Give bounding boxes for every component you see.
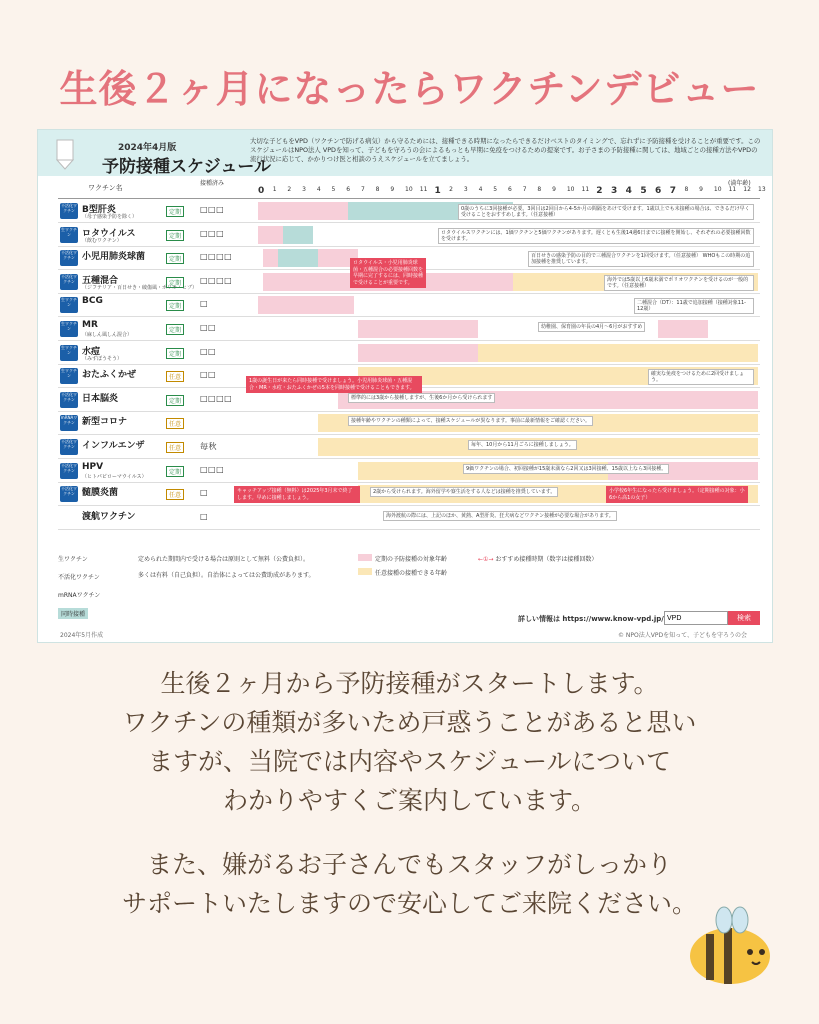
vaccine-row: [58, 318, 760, 341]
vaccine-name: BCG: [82, 296, 103, 307]
legend: 生ワクチン 不活化ワクチン mRNAワクチン 同時接種 定められた期間内で受ける場合は原則として無料（公費負担）。 多くは有料（自己負担）。自治体によっては公費助成があります。 定期の予防接種の対象年齢 任意接種の接種できる年齢 ←①→ おすすめ接種時期（数字は接種回数）: [58, 556, 598, 618]
dose-checkboxes[interactable]: □: [200, 299, 209, 309]
vaccine-name: ロタウイルス: [82, 228, 136, 239]
vaccine-row: [58, 436, 760, 459]
vaccine-type-badge: 生ワクチン: [60, 321, 78, 337]
age-zone: [658, 320, 708, 338]
vaccine-subname: （飲むワクチン）: [82, 237, 122, 244]
schedule-note: 二種混合（DT）：11歳で追加接種（接種対象11-12歳）: [634, 298, 754, 314]
schedule-note: 百日せきの感染予防の目的で三種混合ワクチンを1回受けます。（任意接種） WHOもこの時期の追加接種を推奨しています。: [528, 251, 754, 267]
age-zone: [358, 344, 478, 362]
vaccine-name: 新型コロナ: [82, 417, 128, 428]
vaccine-category: 定期: [166, 466, 184, 477]
schedule-note: ロタウイルスワクチンには、1価ワクチンと5価ワクチンがあります。遅くとも生後14週6日までに接種を開始し、それぞれの必要接種回数を受けます。: [438, 228, 754, 244]
search-input[interactable]: [664, 611, 728, 625]
vaccine-row: [58, 224, 760, 247]
schedule-note: 海外では5歳以上6歳未満でポリオワクチンを受けるのが一般的です。（任意接種）: [604, 275, 754, 291]
age-tick: 10: [713, 186, 722, 193]
age-zone: [283, 226, 313, 244]
age-tick: 7: [360, 186, 365, 193]
vaccine-row: [58, 412, 760, 435]
schedule-note: 海外渡航の際には、上記のほか、黄熱、A型肝炎、狂犬病などワクチン接種が必要な場合があります。: [383, 511, 617, 521]
age-tick: 6: [508, 186, 512, 193]
schedule-note: 2歳から受けられます。海外留学や寮生活をする人などは接種を推奨しています。: [370, 487, 558, 497]
dose-checkboxes[interactable]: □: [200, 488, 209, 498]
vaccine-category: 任意: [166, 489, 184, 500]
age-tick: 9: [699, 186, 703, 193]
vaccine-type-badge: 不活化ワクチン: [60, 274, 78, 290]
legend-pink: 定期の予防接種の対象年齢: [375, 556, 448, 563]
vaccine-name: おたふくかぜ: [82, 370, 137, 381]
legend-arrow: おすすめ接種時期（数字は接種回数）: [495, 556, 598, 563]
legend-mrna: mRNAワクチン: [58, 592, 101, 599]
vaccine-category: 定期: [166, 300, 184, 311]
vaccine-subname: （麻しん風しん混合）: [82, 332, 133, 338]
schedule-note: 幼稚園、保育園の年長の4月〜6月がおすすめ: [538, 322, 645, 332]
legend-nini: 多くは有料（自己負担）。自治体によっては公費助成があります。: [138, 572, 315, 579]
vaccine-type-badge: 生ワクチン: [60, 345, 78, 361]
body-paragraph-1: [0, 664, 819, 820]
schedule-note: 標準的には3歳から接種しますが、生後6か月から受けられます: [348, 393, 495, 403]
vaccination-schedule: [37, 129, 773, 643]
age-tick: 10: [566, 186, 575, 193]
dose-checkboxes[interactable]: □□□□: [200, 393, 233, 403]
vaccine-category: 任意: [166, 418, 184, 429]
vaccine-type-badge: 生ワクチン: [60, 297, 78, 313]
schedule-note: 毎年、10月から11月ごろに接種しましょう。: [468, 440, 577, 450]
age-zone: [258, 296, 354, 314]
dose-checkboxes[interactable]: □□□: [200, 464, 225, 474]
bee-icon: [684, 906, 776, 986]
schedule-header: [38, 130, 772, 176]
legend-simultaneous: 同時接種: [61, 611, 86, 618]
note-hpv-catchup: キャッチアップ接種（無料）は2025年3月末で終了します。早めに接種しましょう。: [234, 486, 360, 503]
age-tick: 1: [272, 186, 277, 193]
vaccine-category: 定期: [166, 206, 184, 217]
note-hpv-grade6: 小学校6年生になったら受けましょう。（定期接種の対象：小6から高1の女子）: [606, 486, 748, 503]
age-tick: 11: [419, 186, 428, 193]
age-tick: 3: [463, 186, 468, 193]
vaccine-subname: （母子感染予防を除く）: [82, 214, 138, 220]
vaccine-type-badge: 不活化ワクチン: [60, 392, 78, 408]
vaccine-type-badge: 不活化ワクチン: [60, 203, 78, 219]
pencil-icon: [54, 138, 76, 170]
schedule-note: 確実な免疫をつけるために2回受けましょう。: [648, 369, 754, 385]
dose-checkboxes[interactable]: □□: [200, 346, 217, 356]
age-tick: 8: [537, 186, 542, 193]
age-tick: 13: [758, 186, 766, 193]
dose-checkboxes[interactable]: □□□: [200, 205, 225, 214]
age-tick: 6: [346, 186, 351, 193]
dose-checkboxes[interactable]: □□: [200, 370, 217, 380]
vaccine-name: 渡航ワクチン: [82, 511, 136, 522]
dose-checkboxes[interactable]: □□□□: [200, 252, 233, 262]
vaccine-name: 五種混合: [82, 275, 119, 286]
age-tick: 1: [434, 186, 441, 196]
vaccine-category: 定期: [166, 230, 184, 241]
age-tick: 4: [478, 186, 483, 193]
age-tick: 4: [316, 186, 321, 193]
vaccine-type-badge: mRNAワクチン: [60, 415, 78, 431]
age-tick: 5: [331, 186, 336, 193]
vaccine-type-badge: 生ワクチン: [60, 368, 78, 384]
age-tick: 11: [581, 186, 590, 193]
age-tick: 9: [552, 186, 556, 193]
age-tick: 5: [493, 186, 498, 193]
body-line-2: ワクチンの種類が多いため戸惑うことがあると思い: [122, 708, 697, 737]
age-tick: 7: [669, 186, 677, 196]
age-tick: 0: [258, 186, 265, 196]
age-zone: [278, 249, 318, 267]
vaccine-name: インフルエンザ: [82, 441, 145, 451]
vaccine-category: 定期: [166, 277, 184, 288]
age-tick: 11: [728, 186, 737, 193]
age-tick: 7: [522, 186, 527, 193]
vaccine-category: 定期: [166, 324, 184, 335]
vaccine-name: 髄膜炎菌: [82, 488, 119, 499]
note-first-birthday: 1歳の誕生日が来たら同時接種で受けましょう。小児用肺炎球菌・五種混合・MR・水痘・おたふくかぜの5本を同時接種で受けることもできます。: [246, 376, 422, 393]
age-tick: 8: [375, 186, 380, 193]
age-tick: 5: [640, 186, 647, 196]
age-zone: [358, 320, 478, 338]
age-tick: 12: [743, 186, 751, 193]
footer-credit: © NPO法人VPDを知って、子どもを守ろうの会: [618, 632, 747, 639]
footer-date: 2024年5月作成: [60, 632, 104, 639]
age-tick: 3: [302, 186, 306, 193]
legend-teiki: 定められた期間内で受ける場合は原則として無料（公費負担）。: [138, 556, 310, 563]
vaccine-category: 任意: [166, 371, 184, 382]
edition-label: 2024年4月版: [118, 143, 177, 153]
body-line-4: わかりやすくご案内しています。: [222, 786, 596, 815]
legend-inactivated: 不活化ワクチン: [58, 574, 100, 581]
vaccine-name: 小児用肺炎球菌: [82, 252, 146, 263]
vaccine-name: 水痘: [82, 346, 101, 357]
schedule-note: 0歳のうちに3回接種が必要。3回目は2回目から4-5か月の間隔をあけて受けます。1歳以上でも未接種の場合は、できるだけ早く受けることをおすすめします。（任意接種）: [458, 204, 754, 220]
age-tick: 10: [405, 186, 413, 193]
schedule-intro: 大切な子どもをVPD（ワクチンで防げる病気）から守るためには、接種できる時期になったらできるだけベストのタイミングで、忘れずに予防接種を受けることが重要です。このスケジュールはNPO法人 VPDを知って、子どもを守ろうの会によるもっとも早期に免疫をつけるための提案です。お子さまの予防接種に関しては、地域ごとの接種方法やVPDの流行状況に応じて、かかりつけ医と相談のうえスケジュールを立てましょう。: [250, 137, 761, 163]
vaccine-type-badge: 不活化ワクチン: [60, 463, 78, 479]
vaccine-name: B型肝炎: [82, 205, 116, 215]
schedule-note: 接種年齢やワクチンの種類によって、接種スケジュールが異なります。事前に最新情報をご確認ください。: [348, 416, 593, 426]
vaccine-type-badge: 不活化ワクチン: [60, 439, 78, 455]
body-line-1: 生後２ヶ月から予防接種がスタートします。: [160, 669, 659, 698]
dose-checkboxes[interactable]: □□: [200, 323, 217, 332]
body-line-6: サポートいたしますので安心してご来院ください。: [121, 889, 697, 918]
legend-yellow: 任意接種の接種できる年齢: [375, 570, 448, 577]
vaccine-name: MR: [82, 320, 98, 330]
vaccine-category: 定期: [166, 348, 184, 359]
info-url: 詳しい情報は https://www.know-vpd.jp/: [518, 615, 664, 623]
age-tick: 9: [390, 186, 395, 193]
vaccine-subname: （みずぼうそう）: [82, 355, 123, 362]
dose-checkboxes[interactable]: □□□□: [200, 275, 233, 285]
age-tick: 8: [684, 186, 689, 193]
column-done: 接種済み: [200, 180, 225, 187]
age-zone: [258, 202, 348, 220]
vaccine-row: [58, 200, 760, 223]
vaccine-subname: （ジフテリア・百日せき・破傷風・ポリオ・ヒブ）: [82, 284, 198, 291]
vaccine-category: 定期: [166, 395, 184, 406]
vaccine-type-badge: 不活化ワクチン: [60, 250, 78, 266]
legend-live: 生ワクチン: [58, 556, 88, 563]
column-header: [58, 178, 766, 199]
schedule-note: 9価ワクチンの場合、初回接種が15歳未満なら2回又は3回接種、15歳以上なら3回接種。: [463, 464, 669, 474]
vaccine-row: [58, 507, 760, 530]
age-tick: 2: [287, 186, 292, 193]
note-rota-simultaneous: ロタウイルス・小児用肺炎球菌・五種混合の必要接種回数を早期に完了するには、同時接種で受けることが重要です。: [350, 258, 426, 288]
age-tick: 3: [610, 186, 618, 196]
vaccine-row: [58, 294, 760, 317]
vaccine-type-badge: 生ワクチン: [60, 227, 78, 243]
age-tick: 6: [655, 186, 662, 196]
search-button[interactable]: 検索: [728, 611, 760, 625]
column-vaccine-name: ワクチン名: [88, 184, 123, 192]
vaccine-category: 定期: [166, 253, 184, 264]
column-age-unit: (満年齢): [728, 180, 751, 187]
vaccine-name: HPV: [82, 461, 104, 472]
dose-checkboxes[interactable]: □: [200, 511, 209, 521]
page-title: 生後２ヶ月になったらワクチンデビュー: [59, 67, 760, 111]
body-line-3: ますが、当院では内容やスケジュールについて: [147, 747, 671, 776]
age-zone: [478, 344, 758, 362]
vaccine-category: 任意: [166, 442, 184, 453]
vaccine-row: [58, 460, 760, 483]
body-line-5: また、嫌がるお子さんでもスタッフがしっかり: [146, 850, 672, 879]
vaccine-name: 日本脳炎: [82, 393, 119, 404]
dose-checkboxes[interactable]: 毎秋: [200, 442, 217, 451]
dose-checkboxes[interactable]: □□□: [200, 228, 225, 238]
vaccine-subname: （ヒトパピローマウイルス）: [82, 473, 147, 480]
schedule-title: 予防接種スケジュール: [102, 157, 271, 177]
vaccine-row: [58, 342, 760, 365]
age-tick: 4: [625, 186, 632, 196]
vaccine-type-badge: 不活化ワクチン: [60, 486, 78, 502]
age-tick: 2: [449, 186, 453, 193]
age-tick: 2: [596, 186, 603, 196]
